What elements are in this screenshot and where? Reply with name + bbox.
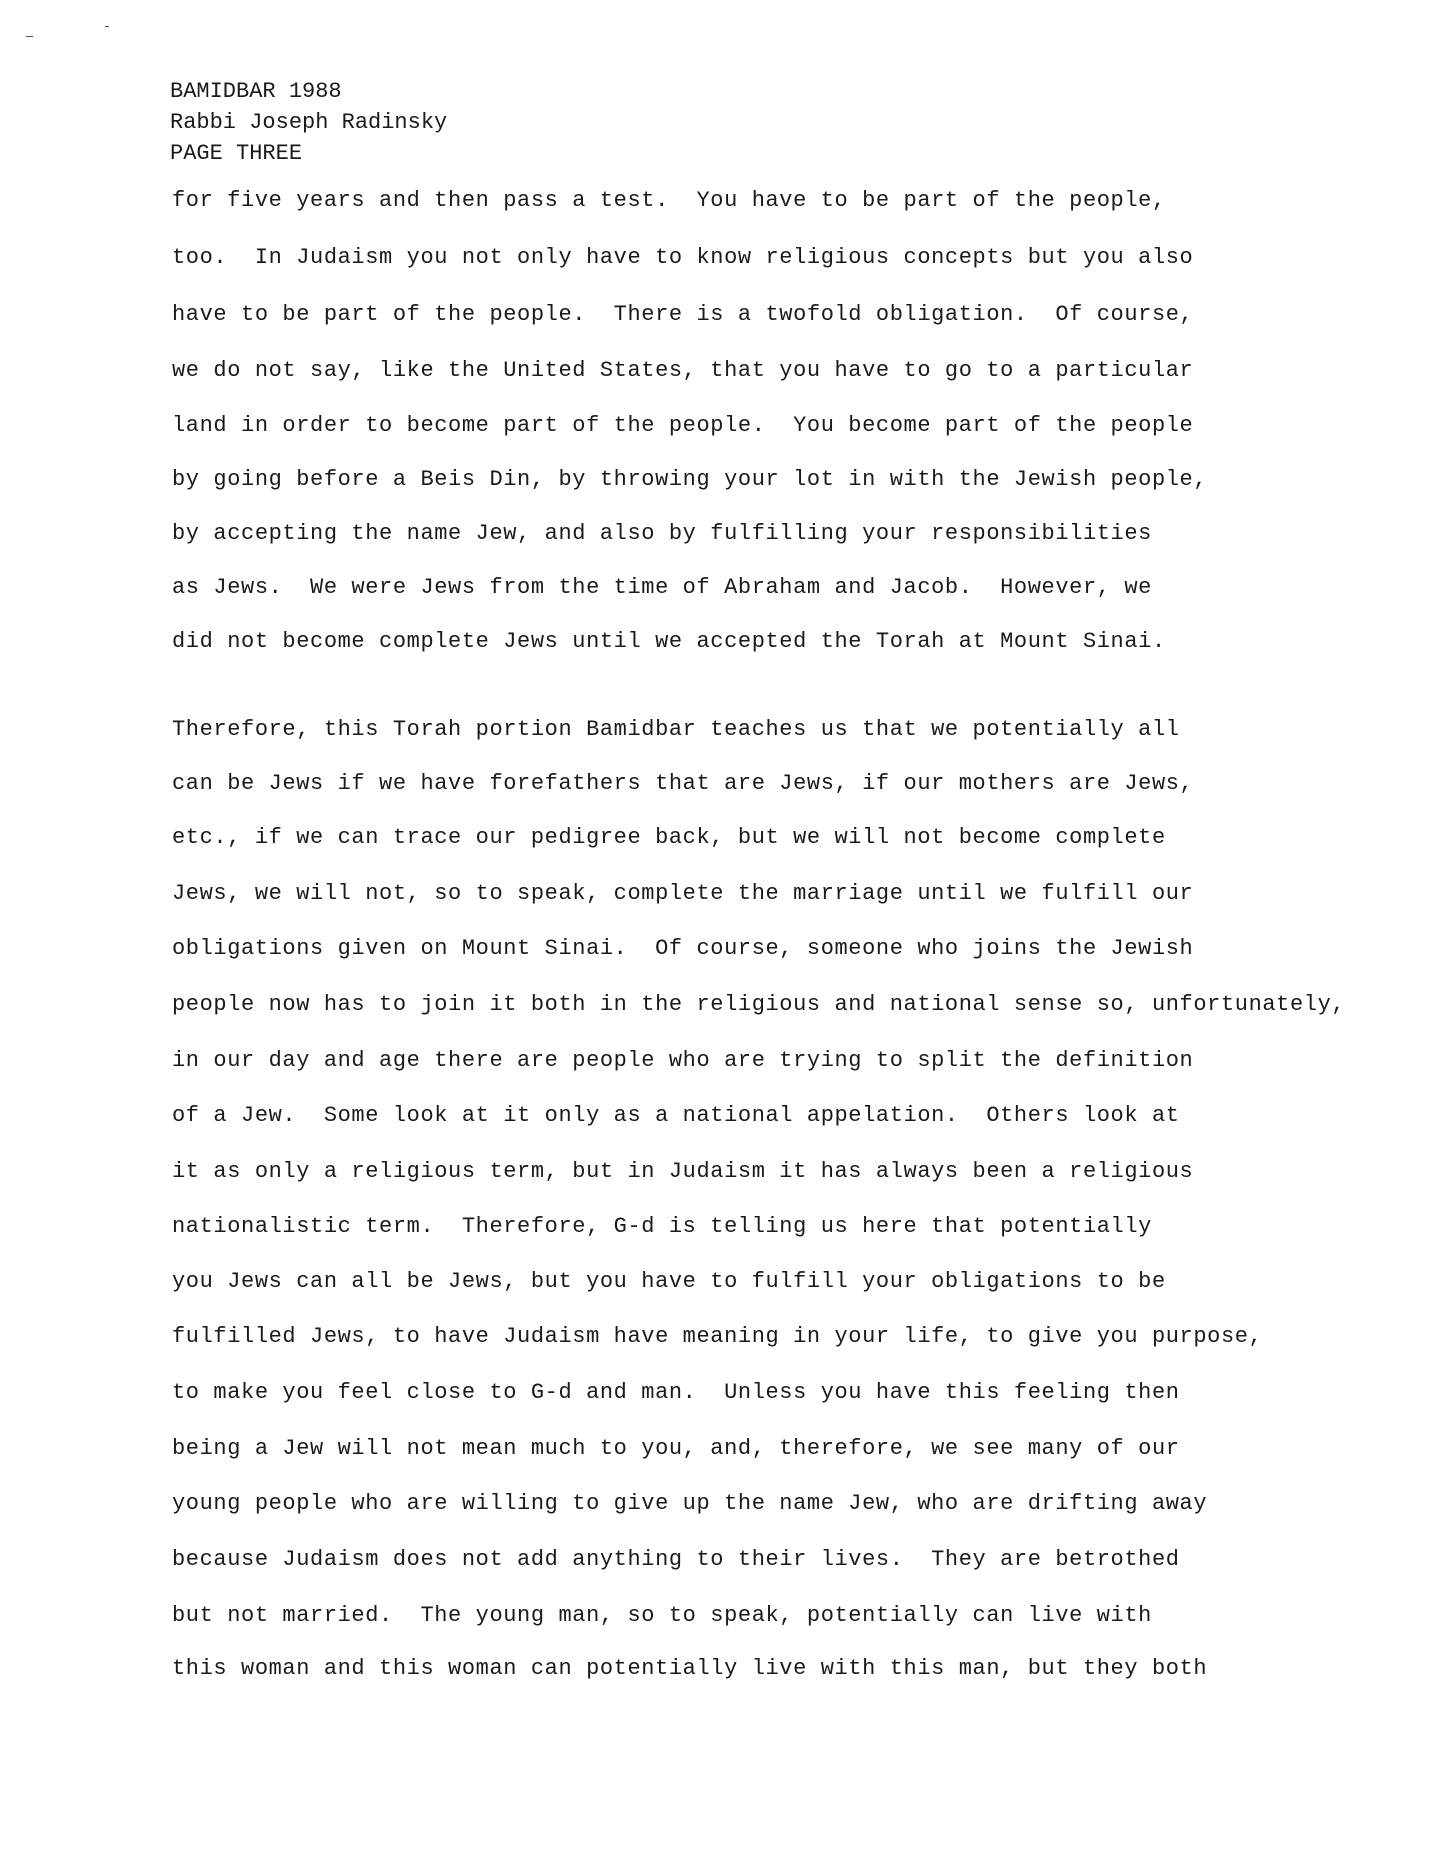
scan-speck	[26, 36, 33, 37]
text-line: by going before a Beis Din, by throwing your lot in with the Jewish people,	[172, 467, 1208, 492]
text-line: for five years and then pass a test. You have to be part of the people,	[172, 188, 1166, 213]
text-line: because Judaism does not add anything to their lives. They are betrothed	[172, 1547, 1180, 1572]
text-line: obligations given on Mount Sinai. Of course, someone who joins the Jewish	[172, 936, 1194, 961]
text-line: of a Jew. Some look at it only as a national appelation. Others look at	[172, 1103, 1180, 1128]
text-line: land in order to become part of the people. You become part of the people	[172, 413, 1194, 438]
text-line: by accepting the name Jew, and also by fulfilling your responsibilities	[172, 521, 1152, 546]
header-author: Rabbi Joseph Radinsky	[170, 110, 448, 135]
text-line: can be Jews if we have forefathers that are Jews, if our mothers are Jews,	[172, 771, 1194, 796]
text-line: etc., if we can trace our pedigree back, but we will not become complete	[172, 825, 1166, 850]
page-header	[170, 76, 447, 169]
text-line: too. In Judaism you not only have to know religious concepts but you also	[172, 245, 1194, 270]
text-line: young people who are willing to give up the name Jew, who are drifting away	[172, 1491, 1208, 1516]
text-line: it as only a religious term, but in Judaism it has always been a religious	[172, 1159, 1194, 1184]
text-line: but not married. The young man, so to speak, potentially can live with	[172, 1603, 1152, 1628]
text-line: nationalistic term. Therefore, G-d is telling us here that potentially	[172, 1214, 1152, 1239]
text-line: have to be part of the people. There is a twofold obligation. Of course,	[172, 302, 1194, 327]
text-line: in our day and age there are people who are trying to split the definition	[172, 1048, 1194, 1073]
header-title: BAMIDBAR 1988	[170, 79, 342, 104]
text-line: this woman and this woman can potentially live with this man, but they both	[172, 1656, 1208, 1681]
text-line: we do not say, like the United States, that you have to go to a particular	[172, 358, 1194, 383]
text-line: fulfilled Jews, to have Judaism have meaning in your life, to give you purpose,	[172, 1324, 1263, 1349]
text-line: being a Jew will not mean much to you, and, therefore, we see many of our	[172, 1436, 1180, 1461]
text-line: to make you feel close to G-d and man. Unless you have this feeling then	[172, 1380, 1180, 1405]
text-line: you Jews can all be Jews, but you have to fulfill your obligations to be	[172, 1269, 1166, 1294]
text-line: Jews, we will not, so to speak, complete the marriage until we fulfill our	[172, 881, 1194, 906]
header-page-number: PAGE THREE	[170, 141, 303, 166]
scan-speck	[105, 26, 109, 27]
text-line: as Jews. We were Jews from the time of Abraham and Jacob. However, we	[172, 575, 1152, 600]
text-line: did not become complete Jews until we accepted the Torah at Mount Sinai.	[172, 629, 1166, 654]
text-line: people now has to join it both in the religious and national sense so, unfortunately,	[172, 992, 1346, 1017]
text-line: Therefore, this Torah portion Bamidbar teaches us that we potentially all	[172, 717, 1180, 742]
